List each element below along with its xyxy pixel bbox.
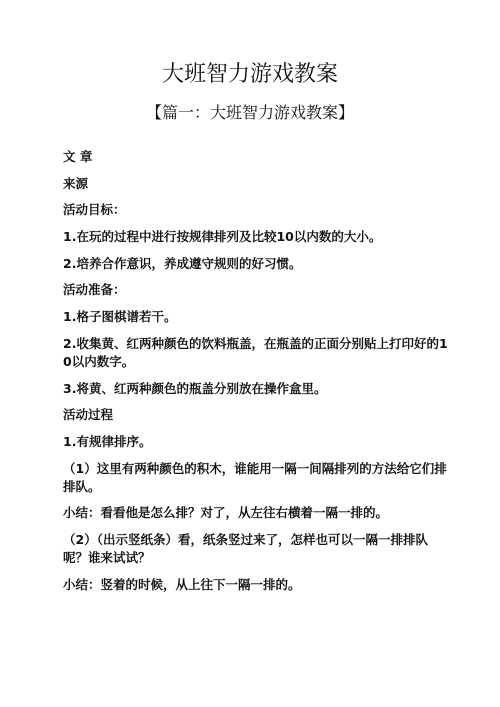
heading-activity-preparation: 活动准备： — [63, 282, 126, 298]
document-subtitle: 【篇一：大班智力游戏教案】 — [145, 103, 354, 122]
document-body — [63, 148, 448, 602]
paragraph-article: 文 章 — [63, 149, 93, 164]
process-substep-1: （1）这里有两种颜色的积木，谁能用一隔一间隔排列的方法给它们排排队。 — [63, 460, 447, 494]
heading-activity-process: 活动过程 — [63, 407, 114, 423]
document-title: 大班智力游戏教案 — [161, 62, 338, 87]
preparation-item-3: 3.将黄、红两种颜色的瓶盖分别放在操作盒里。 — [63, 380, 327, 396]
summary-2: 小结：竖着的时候，从上往下一隔一排的。 — [63, 576, 301, 592]
goal-item-2: 2.培养合作意识，养成遵守规则的好习惯。 — [63, 255, 302, 271]
process-step-1: 1.有规律排序。 — [63, 433, 152, 449]
paragraph-source: 来源 — [63, 175, 89, 191]
goal-item-1: 1.在玩的过程中进行按规律排列及比较10以内数的大小。 — [63, 229, 382, 245]
summary-1: 小结：看看他是怎么排？对了，从左往右横着一隔一排的。 — [63, 505, 389, 521]
preparation-item-1: 1.格子图棋谱若干。 — [63, 309, 177, 325]
preparation-item-2: 2.收集黄、红两种颜色的饮料瓶盖，在瓶盖的正面分别贴上打印好的10以内数字。 — [63, 335, 448, 369]
heading-activity-goals: 活动目标： — [63, 202, 126, 218]
process-substep-2: （2）（出示竖纸条）看，纸条竖过来了，怎样也可以一隔一排排队呢？谁来试试？ — [63, 531, 428, 565]
